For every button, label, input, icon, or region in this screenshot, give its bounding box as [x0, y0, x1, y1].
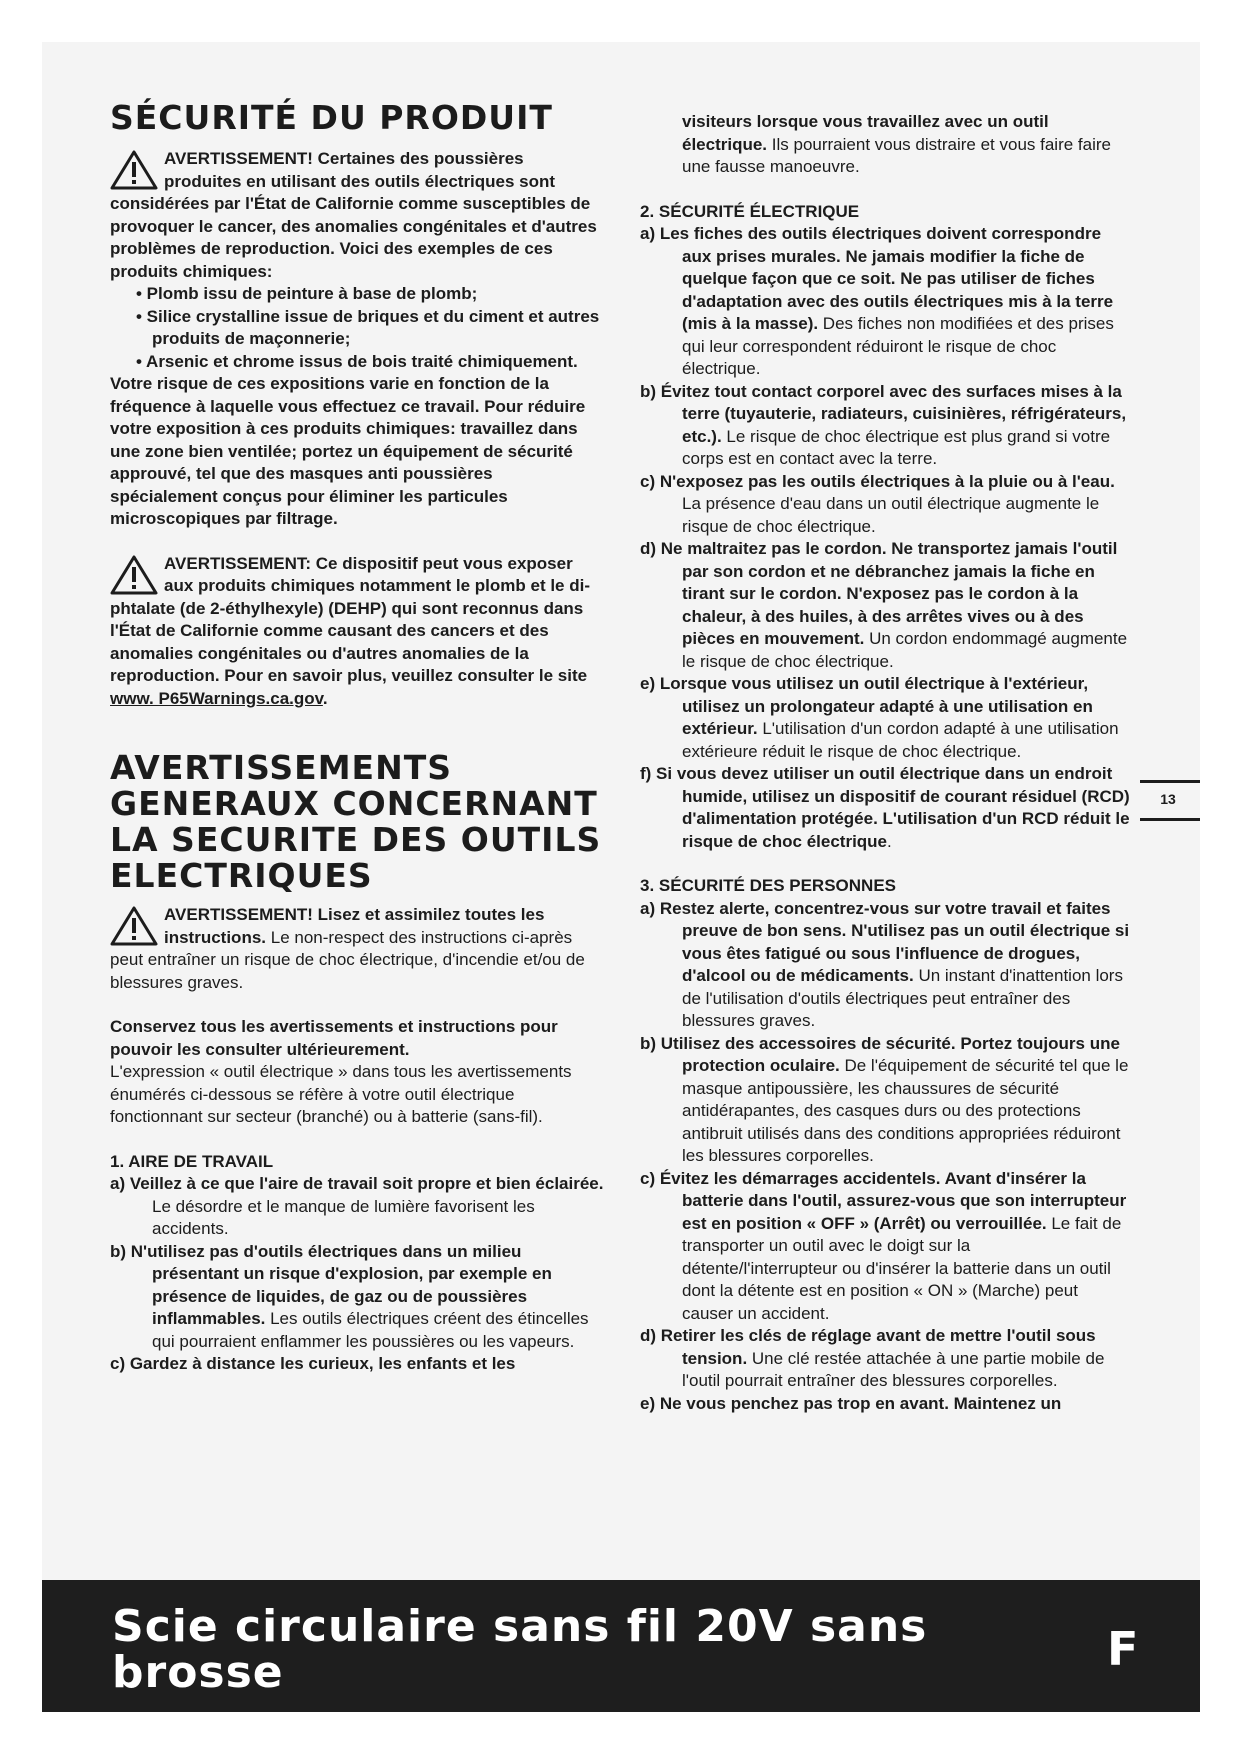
footer-banner: [42, 1580, 1200, 1712]
page-number-rule-top: [1140, 780, 1200, 783]
right-column: [640, 111, 1130, 1415]
warning-triangle-icon: [110, 150, 158, 190]
list-item: a) Restez alerte, concentrez-vous sur votre travail et faites preuve de bon sens. N'utilisez pas un outil électrique si vous êtes fatigué ou sous l'influence de drogues, d'alcool ou de médicaments. Un instant d'inattention lors de l'utilisation d'outils électriques peut entraîner des blessures graves.: [640, 898, 1130, 1030]
list-item: • Silice crystalline issue de briques et du ciment et autres produits de maçonnerie;: [136, 306, 600, 348]
list-item: c) Évitez les démarrages accidentels. Avant d'insérer la batterie dans l'outil, assurez-vous que son interrupteur est en position « OFF » (Arrêt) ou verrouillée. Le fait de transporter un outil avec le doigt sur la détente/l'interrupteur ou d'insérer la batterie dans un outil dont la détente est en position « ON » (Marche) peut causer un accident.: [640, 1168, 1127, 1323]
section-heading-personal-safety: 3. SÉCURITÉ DES PERSONNES: [640, 876, 897, 895]
section-heading-electrical-safety: 2. SÉCURITÉ ÉLECTRIQUE: [640, 201, 860, 221]
section-title-product-safety: SÉCURITÉ DU PRODUIT: [110, 98, 553, 137]
list-item: b) Évitez tout contact corporel avec des surfaces mises à la terre (tuyauterie, radiateurs, cuisinières, réfrigérateurs, etc.). Le risque de choc électrique est plus grand si votre corps est en contact avec la terre.: [640, 381, 1127, 468]
list-item: d) Retirer les clés de réglage avant de mettre l'outil sous tension. Une clé restée attachée à une partie mobile de l'outil pourrait entraîner des blessures corporelles.: [640, 1326, 1105, 1390]
list-item: a) Les fiches des outils électriques doivent correspondre aux prises murales. Ne jamais modifier la fiche de quelque façon que ce soit. Ne pas utiliser de fiches d'adaptation avec des outils électriques mis à la terre (mis à la masse). Des fiches non modifiées et des prises qui leur correspondent réduiront le risque de choc électrique.: [640, 224, 1114, 378]
list-item: e) Lorsque vous utilisez un outil électrique à l'extérieur, utilisez un prolongateur adapté à une utilisation en extérieur. L'utilisation d'un cordon adapté à une utilisation extérieure réduit le risque de choc électrique.: [640, 674, 1119, 761]
section-title-general-warnings: AVERTISSEMENTS GENERAUX CONCERNANT LA SECURITE DES OUTILS ELECTRIQUES: [110, 748, 602, 895]
list-item: • Plomb issu de peinture à base de plomb;: [136, 284, 478, 303]
warning-triangle-icon: [110, 555, 158, 595]
left-column: [110, 100, 605, 1376]
p65-warnings-link[interactable]: www. P65Warnings.ca.gov: [110, 688, 323, 708]
list-item: f) Si vous devez utiliser un outil électrique dans un endroit humide, utilisez un dispositif de courant résiduel (RCD) d'alimentation protégée. L'utilisation d'un RCD réduit le risque de choc électrique.: [640, 764, 1130, 851]
list-item: • Arsenic et chrome issus de bois traité chimiquement.: [136, 351, 578, 371]
warning-dehp: AVERTISSEMENT: Ce dispositif peut vous exposer aux produits chimiques notamment le plomb et le di-phtalate (de 2-éthylhexyle) (DEHP) qui sont reconnus dans l'État de Californie comme causant des cancers et des anomalies congénitales ou d'autres anomalies de la reproduction. Pour en savoir plus, veuillez consulter le site www. P65Warnings.ca.gov.: [110, 553, 590, 708]
language-code: F: [1107, 1622, 1139, 1676]
keep-instructions-text: L'expression « outil électrique » dans tous les avertissements énumérés ci-dessous se réfère à votre outil électrique fonctionnant sur secteur (branché) ou à batterie (sans-fil).: [110, 1062, 572, 1126]
list-item: a) Veillez à ce que l'aire de travail soit propre et bien éclairée. Le désordre et le manque de lumière favorisent les accidents.: [110, 1174, 604, 1238]
list-item: d) Ne maltraitez pas le cordon. Ne transportez jamais l'outil par son cordon et ne débranchez jamais la fiche en tirant sur le cordon. N'exposez pas le cordon à la chaleur, à des huiles, à des arrêtes vives ou à des pièces en mouvement. Un cordon endommagé augmente le risque de choc électrique.: [640, 539, 1128, 671]
continued-paragraph: visiteurs lorsque vous travaillez avec un outil électrique. Ils pourraient vous distraire et vous faire faire une fausse manoeuvre.: [682, 112, 1111, 176]
warning-triangle-icon: [110, 906, 158, 946]
page-number: 13: [1160, 791, 1176, 807]
list-item: b) Utilisez des accessoires de sécurité. Portez toujours une protection oculaire. De l'équipement de sécurité tel que le masque antipoussière, les chaussures de sécurité antidérapantes, des casques durs ou des protections antibruit utilisés dans des conditions appropriées réduiront les blessures corporelles.: [640, 1033, 1129, 1165]
section-heading-work-area: 1. AIRE DE TRAVAIL: [110, 1151, 274, 1171]
list-item: c) N'exposez pas les outils électriques à la pluie ou à l'eau. La présence d'eau dans un outil électrique augmente le risque de choc électrique.: [640, 471, 1115, 536]
list-item: e) Ne vous penchez pas trop en avant. Maintenez un: [640, 1393, 1062, 1413]
page-number-rule-bottom: [1140, 818, 1200, 821]
list-item: b) N'utilisez pas d'outils électriques dans un milieu présentant un risque d'explosion, par exemple en présence de liquides, de gaz ou de poussières inflammables. Les outils électriques créent des étincelles qui pourraient enflammer les poussières ou les vapeurs.: [110, 1241, 589, 1351]
warning-exposure-text: Votre risque de ces expositions varie en fonction de la fréquence à laquelle vous effectuez ce travail. Pour réduire votre exposition à ces produits chimiques: travaillez dans une zone bien ventilée; portez un équipement de sécurité approuvé, tel que des masques anti poussières spécialement conçus pour éliminer les particules microscopiques par filtrage.: [110, 374, 586, 528]
warning-read-instructions: AVERTISSEMENT! Lisez et assimilez toutes les instructions. Le non-respect des instructions ci-après peut entraîner un risque de choc électrique, d'incendie et/ou de blessures graves.: [110, 905, 585, 992]
product-title: Scie circulaire sans fil 20V sans brosse: [112, 1601, 928, 1698]
keep-instructions-heading: Conservez tous les avertissements et instructions pour pouvoir les consulter ultérieurement.: [110, 1017, 558, 1059]
warning-california-dust: AVERTISSEMENT! Certaines des poussières produites en utilisant des outils électriques sont considérées par l'État de Californie comme susceptibles de provoquer le cancer, des anomalies congénitales et d'autres problèmes de reproduction. Voici des exemples de ces produits chimiques:: [110, 149, 597, 281]
list-item: c) Gardez à distance les curieux, les enfants et les: [110, 1354, 516, 1373]
